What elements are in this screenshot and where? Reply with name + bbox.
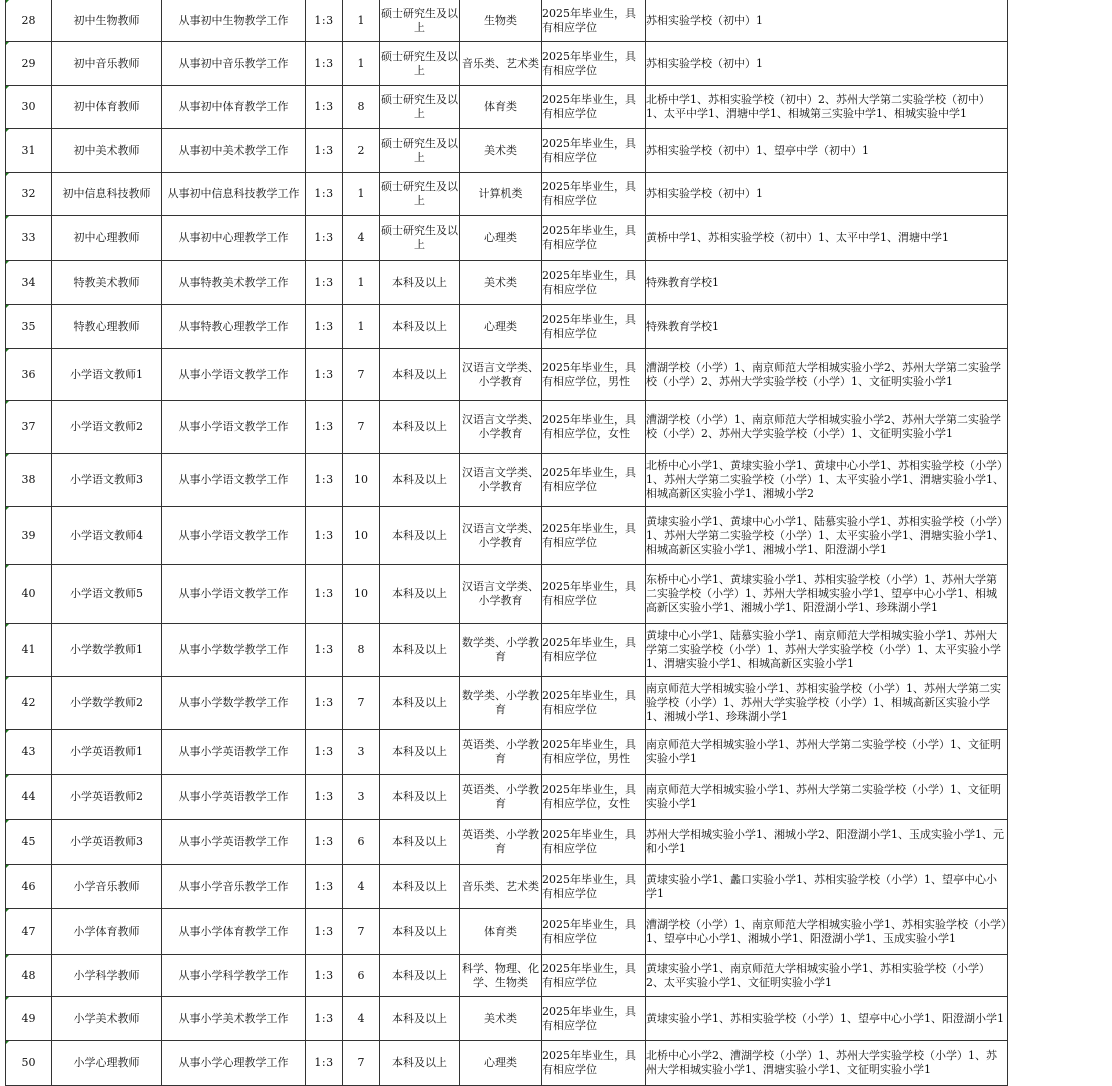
- table-row: [6, 216, 1008, 261]
- school-allocation: 苏相实验学校（初中）1: [646, 0, 1008, 42]
- table-row: [6, 775, 1008, 820]
- education-requirement: 本科及以上: [380, 454, 460, 507]
- major-requirement: 美术类: [460, 129, 542, 173]
- major-requirement: 心理类: [460, 1041, 542, 1086]
- row-number: 35: [6, 305, 52, 349]
- education-requirement: 本科及以上: [380, 261, 460, 305]
- job-duty: 从事小学数学教学工作: [162, 624, 306, 677]
- post-name: 初中美术教师: [52, 129, 162, 173]
- exam-ratio: 1:3: [306, 42, 343, 86]
- other-qualification: 2025年毕业生，具有相应学位: [542, 129, 646, 173]
- hire-count: 7: [343, 401, 380, 454]
- exam-ratio: 1:3: [306, 997, 343, 1041]
- school-allocation: 黄埭实验小学1、黄埭中心小学1、陆慕实验小学1、苏相实验学校（小学）1、苏州大学第二实验学校（小学）1、太平实验小学1、渭塘实验小学1、相城高新区实验小学1、湘城小学1、阳澄湖小学1: [646, 507, 1008, 565]
- school-allocation: 苏相实验学校（初中）1: [646, 42, 1008, 86]
- education-requirement: 本科及以上: [380, 820, 460, 865]
- post-name: 小学科学教师: [52, 955, 162, 997]
- school-allocation: 东桥中心小学1、黄埭实验小学1、苏相实验学校（小学）1、苏州大学第二实验学校（小学）1、苏州大学相城实验小学1、望亭中心小学1、相城高新区实验小学1、湘城小学1、阳澄湖小学1、珍珠湖小学1: [646, 565, 1008, 624]
- other-qualification: 2025年毕业生，具有相应学位: [542, 507, 646, 565]
- post-name: 小学数学教师1: [52, 624, 162, 677]
- school-allocation: 特殊教育学校1: [646, 261, 1008, 305]
- job-duty: 从事初中信息科技教学工作: [162, 173, 306, 216]
- hire-count: 7: [343, 677, 380, 730]
- table-row: [6, 565, 1008, 624]
- post-name: 初中生物教师: [52, 0, 162, 42]
- exam-ratio: 1:3: [306, 677, 343, 730]
- exam-ratio: 1:3: [306, 775, 343, 820]
- hire-count: 7: [343, 909, 380, 955]
- major-requirement: 英语类、小学教育: [460, 820, 542, 865]
- school-allocation: 苏州大学相城实验小学1、湘城小学2、阳澄湖小学1、玉成实验小学1、元和小学1: [646, 820, 1008, 865]
- major-requirement: 心理类: [460, 305, 542, 349]
- education-requirement: 本科及以上: [380, 305, 460, 349]
- row-number: 50: [6, 1041, 52, 1086]
- major-requirement: 汉语言文学类、小学教育: [460, 349, 542, 401]
- post-name: 小学语文教师3: [52, 454, 162, 507]
- job-duty: 从事初中体育教学工作: [162, 86, 306, 129]
- table-row: [6, 261, 1008, 305]
- education-requirement: 硕士研究生及以上: [380, 0, 460, 42]
- row-number: 46: [6, 865, 52, 909]
- major-requirement: 美术类: [460, 997, 542, 1041]
- row-number: 43: [6, 730, 52, 775]
- school-allocation: 漕湖学校（小学）1、南京师范大学相城实验小学2、苏州大学第二实验学校（小学）2、苏州大学实验学校（小学）1、文征明实验小学1: [646, 401, 1008, 454]
- major-requirement: 心理类: [460, 216, 542, 261]
- other-qualification: 2025年毕业生，具有相应学位: [542, 565, 646, 624]
- recruitment-table: [5, 0, 1008, 1086]
- post-name: 小学语文教师1: [52, 349, 162, 401]
- education-requirement: 本科及以上: [380, 401, 460, 454]
- job-duty: 从事特教美术教学工作: [162, 261, 306, 305]
- school-allocation: 黄埭实验小学1、南京师范大学相城实验小学1、苏相实验学校（小学）2、太平实验小学1、文征明实验小学1: [646, 955, 1008, 997]
- other-qualification: 2025年毕业生，具有相应学位: [542, 997, 646, 1041]
- hire-count: 1: [343, 0, 380, 42]
- hire-count: 10: [343, 507, 380, 565]
- education-requirement: 本科及以上: [380, 565, 460, 624]
- row-number: 41: [6, 624, 52, 677]
- school-allocation: 南京师范大学相城实验小学1、苏州大学第二实验学校（小学）1、文征明实验小学1: [646, 730, 1008, 775]
- job-duty: 从事初中生物教学工作: [162, 0, 306, 42]
- school-allocation: 黄埭中心小学1、陆慕实验小学1、南京师范大学相城实验小学1、苏州大学第二实验学校（小学）1、苏州大学实验学校（小学）1、太平实验小学1、渭塘实验小学1、相城高新区实验小学1: [646, 624, 1008, 677]
- education-requirement: 本科及以上: [380, 624, 460, 677]
- school-allocation: 南京师范大学相城实验小学1、苏相实验学校（小学）1、苏州大学第二实验学校（小学）1、苏州大学实验学校（小学）1、相城高新区实验小学1、湘城小学1、珍珠湖小学1: [646, 677, 1008, 730]
- school-allocation: 漕湖学校（小学）1、南京师范大学相城实验小学2、苏州大学第二实验学校（小学）2、苏州大学实验学校（小学）1、文征明实验小学1: [646, 349, 1008, 401]
- exam-ratio: 1:3: [306, 86, 343, 129]
- job-duty: 从事小学语文教学工作: [162, 507, 306, 565]
- row-number: 45: [6, 820, 52, 865]
- other-qualification: 2025年毕业生，具有相应学位: [542, 42, 646, 86]
- major-requirement: 数学类、小学教育: [460, 624, 542, 677]
- table-row: [6, 909, 1008, 955]
- other-qualification: 2025年毕业生，具有相应学位，女性: [542, 401, 646, 454]
- major-requirement: 计算机类: [460, 173, 542, 216]
- row-number: 44: [6, 775, 52, 820]
- job-duty: 从事小学数学教学工作: [162, 677, 306, 730]
- school-allocation: 北桥中学1、苏相实验学校（初中）2、苏州大学第二实验学校（初中）1、太平中学1、渭塘中学1、相城第三实验中学1、相城实验中学1: [646, 86, 1008, 129]
- major-requirement: 数学类、小学教育: [460, 677, 542, 730]
- other-qualification: 2025年毕业生，具有相应学位: [542, 865, 646, 909]
- education-requirement: 本科及以上: [380, 349, 460, 401]
- education-requirement: 硕士研究生及以上: [380, 86, 460, 129]
- post-name: 小学体育教师: [52, 909, 162, 955]
- school-allocation: 苏相实验学校（初中）1: [646, 173, 1008, 216]
- hire-count: 1: [343, 173, 380, 216]
- education-requirement: 硕士研究生及以上: [380, 42, 460, 86]
- row-number: 39: [6, 507, 52, 565]
- row-number: 33: [6, 216, 52, 261]
- education-requirement: 本科及以上: [380, 909, 460, 955]
- exam-ratio: 1:3: [306, 820, 343, 865]
- job-duty: 从事小学英语教学工作: [162, 730, 306, 775]
- post-name: 小学数学教师2: [52, 677, 162, 730]
- other-qualification: 2025年毕业生，具有相应学位: [542, 624, 646, 677]
- job-duty: 从事小学科学教学工作: [162, 955, 306, 997]
- job-duty: 从事小学语文教学工作: [162, 454, 306, 507]
- table-row: [6, 624, 1008, 677]
- job-duty: 从事小学美术教学工作: [162, 997, 306, 1041]
- table-row: [6, 305, 1008, 349]
- row-number: 48: [6, 955, 52, 997]
- education-requirement: 本科及以上: [380, 955, 460, 997]
- row-number: 31: [6, 129, 52, 173]
- major-requirement: 音乐类、艺术类: [460, 865, 542, 909]
- other-qualification: 2025年毕业生，具有相应学位: [542, 86, 646, 129]
- hire-count: 8: [343, 86, 380, 129]
- row-number: 38: [6, 454, 52, 507]
- hire-count: 4: [343, 216, 380, 261]
- exam-ratio: 1:3: [306, 454, 343, 507]
- education-requirement: 本科及以上: [380, 730, 460, 775]
- other-qualification: 2025年毕业生，具有相应学位: [542, 261, 646, 305]
- other-qualification: 2025年毕业生，具有相应学位: [542, 454, 646, 507]
- hire-count: 6: [343, 955, 380, 997]
- education-requirement: 本科及以上: [380, 997, 460, 1041]
- school-allocation: 黄桥中学1、苏相实验学校（初中）1、太平中学1、渭塘中学1: [646, 216, 1008, 261]
- exam-ratio: 1:3: [306, 624, 343, 677]
- exam-ratio: 1:3: [306, 349, 343, 401]
- post-name: 小学英语教师2: [52, 775, 162, 820]
- hire-count: 7: [343, 349, 380, 401]
- education-requirement: 本科及以上: [380, 507, 460, 565]
- post-name: 小学英语教师1: [52, 730, 162, 775]
- job-duty: 从事小学英语教学工作: [162, 820, 306, 865]
- post-name: 小学语文教师2: [52, 401, 162, 454]
- exam-ratio: 1:3: [306, 1041, 343, 1086]
- school-allocation: 特殊教育学校1: [646, 305, 1008, 349]
- major-requirement: 音乐类、艺术类: [460, 42, 542, 86]
- other-qualification: 2025年毕业生，具有相应学位: [542, 216, 646, 261]
- school-allocation: 苏相实验学校（初中）1、望亭中学（初中）1: [646, 129, 1008, 173]
- post-name: 初中信息科技教师: [52, 173, 162, 216]
- hire-count: 6: [343, 820, 380, 865]
- exam-ratio: 1:3: [306, 730, 343, 775]
- school-allocation: 南京师范大学相城实验小学1、苏州大学第二实验学校（小学）1、文征明实验小学1: [646, 775, 1008, 820]
- major-requirement: 体育类: [460, 86, 542, 129]
- row-number: 42: [6, 677, 52, 730]
- row-number: 34: [6, 261, 52, 305]
- major-requirement: 英语类、小学教育: [460, 775, 542, 820]
- table-row: [6, 1041, 1008, 1086]
- table-row: [6, 42, 1008, 86]
- other-qualification: 2025年毕业生，具有相应学位: [542, 1041, 646, 1086]
- education-requirement: 本科及以上: [380, 775, 460, 820]
- major-requirement: 生物类: [460, 0, 542, 42]
- job-duty: 从事小学心理教学工作: [162, 1041, 306, 1086]
- job-duty: 从事初中心理教学工作: [162, 216, 306, 261]
- school-allocation: 北桥中心小学1、黄埭实验小学1、黄埭中心小学1、苏相实验学校（小学）1、苏州大学第二实验学校（小学）1、太平实验小学1、渭塘实验小学1、相城高新区实验小学1、湘城小学2: [646, 454, 1008, 507]
- hire-count: 3: [343, 775, 380, 820]
- major-requirement: 汉语言文学类、小学教育: [460, 401, 542, 454]
- post-name: 小学语文教师5: [52, 565, 162, 624]
- table-row: [6, 865, 1008, 909]
- post-name: 初中音乐教师: [52, 42, 162, 86]
- other-qualification: 2025年毕业生，具有相应学位: [542, 173, 646, 216]
- table-row: [6, 401, 1008, 454]
- school-allocation: 北桥中心小学2、漕湖学校（小学）1、苏州大学实验学校（小学）1、苏州大学相城实验小学1、渭塘实验小学1、文征明实验小学1: [646, 1041, 1008, 1086]
- row-number: 47: [6, 909, 52, 955]
- row-number: 32: [6, 173, 52, 216]
- other-qualification: 2025年毕业生，具有相应学位: [542, 677, 646, 730]
- exam-ratio: 1:3: [306, 401, 343, 454]
- post-name: 小学心理教师: [52, 1041, 162, 1086]
- other-qualification: 2025年毕业生，具有相应学位: [542, 0, 646, 42]
- job-duty: 从事小学语文教学工作: [162, 565, 306, 624]
- table-row: [6, 454, 1008, 507]
- row-number: 40: [6, 565, 52, 624]
- table-row: [6, 507, 1008, 565]
- table-row: [6, 730, 1008, 775]
- other-qualification: 2025年毕业生，具有相应学位，男性: [542, 349, 646, 401]
- education-requirement: 本科及以上: [380, 865, 460, 909]
- major-requirement: 科学、物理、化学、生物类: [460, 955, 542, 997]
- job-duty: 从事小学体育教学工作: [162, 909, 306, 955]
- post-name: 小学英语教师3: [52, 820, 162, 865]
- exam-ratio: 1:3: [306, 955, 343, 997]
- post-name: 小学美术教师: [52, 997, 162, 1041]
- exam-ratio: 1:3: [306, 129, 343, 173]
- other-qualification: 2025年毕业生，具有相应学位: [542, 955, 646, 997]
- post-name: 小学音乐教师: [52, 865, 162, 909]
- row-number: 28: [6, 0, 52, 42]
- post-name: 初中心理教师: [52, 216, 162, 261]
- table-row: [6, 129, 1008, 173]
- exam-ratio: 1:3: [306, 565, 343, 624]
- job-duty: 从事特教心理教学工作: [162, 305, 306, 349]
- school-allocation: 漕湖学校（小学）1、南京师范大学相城实验小学1、苏相实验学校（小学）1、望亭中心小学1、湘城小学1、阳澄湖小学1、玉成实验小学1: [646, 909, 1008, 955]
- exam-ratio: 1:3: [306, 261, 343, 305]
- table-row: [6, 86, 1008, 129]
- hire-count: 7: [343, 1041, 380, 1086]
- exam-ratio: 1:3: [306, 0, 343, 42]
- major-requirement: 汉语言文学类、小学教育: [460, 454, 542, 507]
- exam-ratio: 1:3: [306, 909, 343, 955]
- other-qualification: 2025年毕业生，具有相应学位，女性: [542, 775, 646, 820]
- other-qualification: 2025年毕业生，具有相应学位: [542, 305, 646, 349]
- post-name: 特教美术教师: [52, 261, 162, 305]
- exam-ratio: 1:3: [306, 305, 343, 349]
- row-number: 37: [6, 401, 52, 454]
- table-row: [6, 173, 1008, 216]
- other-qualification: 2025年毕业生，具有相应学位，男性: [542, 730, 646, 775]
- table-row: [6, 955, 1008, 997]
- row-number: 29: [6, 42, 52, 86]
- table-row: [6, 0, 1008, 42]
- hire-count: 4: [343, 997, 380, 1041]
- exam-ratio: 1:3: [306, 216, 343, 261]
- hire-count: 8: [343, 624, 380, 677]
- education-requirement: 硕士研究生及以上: [380, 129, 460, 173]
- hire-count: 3: [343, 730, 380, 775]
- job-duty: 从事小学英语教学工作: [162, 775, 306, 820]
- row-number: 49: [6, 997, 52, 1041]
- hire-count: 4: [343, 865, 380, 909]
- exam-ratio: 1:3: [306, 865, 343, 909]
- hire-count: 1: [343, 261, 380, 305]
- hire-count: 1: [343, 42, 380, 86]
- hire-count: 10: [343, 565, 380, 624]
- post-name: 小学语文教师4: [52, 507, 162, 565]
- major-requirement: 汉语言文学类、小学教育: [460, 507, 542, 565]
- table-row: [6, 677, 1008, 730]
- table-row: [6, 349, 1008, 401]
- school-allocation: 黄埭实验小学1、蠡口实验小学1、苏相实验学校（小学）1、望亭中心小学1: [646, 865, 1008, 909]
- table-row: [6, 997, 1008, 1041]
- education-requirement: 硕士研究生及以上: [380, 216, 460, 261]
- major-requirement: 美术类: [460, 261, 542, 305]
- hire-count: 10: [343, 454, 380, 507]
- job-duty: 从事小学音乐教学工作: [162, 865, 306, 909]
- row-number: 36: [6, 349, 52, 401]
- major-requirement: 体育类: [460, 909, 542, 955]
- job-duty: 从事小学语文教学工作: [162, 349, 306, 401]
- exam-ratio: 1:3: [306, 173, 343, 216]
- post-name: 初中体育教师: [52, 86, 162, 129]
- other-qualification: 2025年毕业生，具有相应学位: [542, 909, 646, 955]
- education-requirement: 硕士研究生及以上: [380, 173, 460, 216]
- job-duty: 从事初中美术教学工作: [162, 129, 306, 173]
- exam-ratio: 1:3: [306, 507, 343, 565]
- table-row: [6, 820, 1008, 865]
- job-duty: 从事小学语文教学工作: [162, 401, 306, 454]
- education-requirement: 本科及以上: [380, 1041, 460, 1086]
- row-number: 30: [6, 86, 52, 129]
- hire-count: 2: [343, 129, 380, 173]
- other-qualification: 2025年毕业生，具有相应学位: [542, 820, 646, 865]
- school-allocation: 黄埭实验小学1、苏相实验学校（小学）1、望亭中心小学1、阳澄湖小学1: [646, 997, 1008, 1041]
- education-requirement: 本科及以上: [380, 677, 460, 730]
- major-requirement: 英语类、小学教育: [460, 730, 542, 775]
- hire-count: 1: [343, 305, 380, 349]
- job-duty: 从事初中音乐教学工作: [162, 42, 306, 86]
- major-requirement: 汉语言文学类、小学教育: [460, 565, 542, 624]
- post-name: 特教心理教师: [52, 305, 162, 349]
